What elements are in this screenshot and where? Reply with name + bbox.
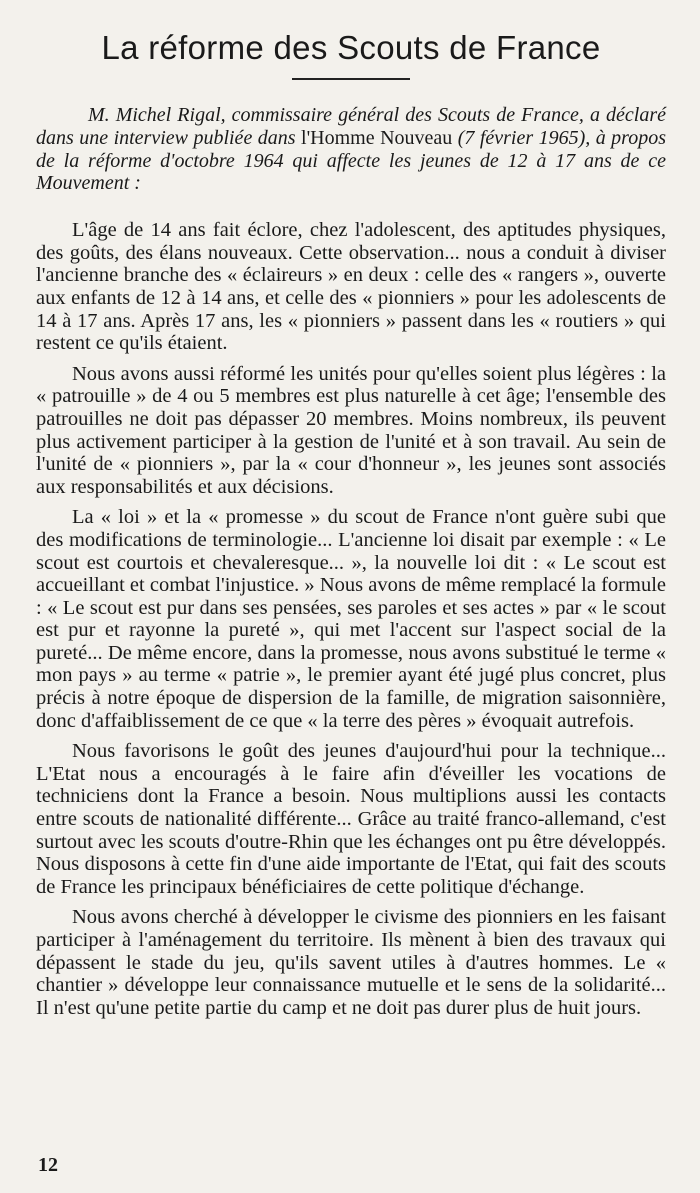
body-paragraph-2: Nous avons aussi réformé les unités pour qu'elles soient plus légères : la « patrouille » de 4 ou 5 membres est plus naturelle à cet âge; l'ensemble des patrouilles ne doit pas dépasser 20 membres. Moins nombreux, ils peuvent plus activement participer à la gestion de l'unité et à son travail. Au sein de l'unité de « pionniers », par la « cour d'honneur », les jeunes sont associés aux responsabilités et aux décisions. [36, 362, 666, 498]
body-paragraph-5: Nous avons cherché à développer le civisme des pionniers en les faisant participer à l'aménagement du territoire. Ils mènent à bien des travaux qui dépassent le stade du jeu, qu'ils savent utiles à d'autres hommes. Le « chantier » développe leur connaissance mutuelle et le sens de la solidarité... Il n'est qu'une petite partie du camp et ne doit pas durer plus de huit jours. [36, 906, 666, 1019]
publication-name: l'Homme Nouveau [301, 126, 453, 149]
page-number: 12 [38, 1154, 58, 1176]
body-paragraph-1: L'âge de 14 ans fait éclore, chez l'adolescent, des aptitudes physiques, des goûts, des élans nouveaux. Cette observation... nous a conduit à diviser l'ancienne branche des « éclaireurs » en deux : celle des « rangers », ouverte aux enfants de 12 à 14 ans, et celle des « pionniers » pour les adolescents de 14 à 17 ans. Après 17 ans, les « pionniers » passent dans les « routiers » qui restent ce qu'ils étaient. [36, 219, 666, 355]
title-rule [292, 78, 410, 80]
intro-text-after: (7 février 1965), à propos de la réforme d'octobre 1964 qui affecte les jeunes de 12 à 17 ans de ce Mouvement : [36, 126, 666, 195]
body-paragraph-3: La « loi » et la « promesse » du scout de France n'ont guère subi que des modifications de terminologie... L'ancienne loi disait par exemple : « Le scout est courtois et chevaleresque... », la nouvelle loi dit : « Le scout est accueillant et combat l'injustice. » Nous avons de même remplacé la formule : « Le scout est pur dans ses pensées, ses paroles et ses actes » par « le scout est pur et rayonne la pureté », qui met l'accent sur l'aspect social de la pureté... De même encore, dans la promesse, nous avons substitué le terme « mon pays » au terme « patrie », le premier ayant été jugé plus concret, plus précis à notre époque de dispersion de la famille, de migration saisonnière, donc d'affaiblissement de ce que « la terre des pères » évoquait autrefois. [36, 506, 666, 732]
body-paragraph-4: Nous favorisons le goût des jeunes d'aujourd'hui pour la technique... L'Etat nous a encouragés à le faire afin d'éveiller les vocations de techniciens dont la France a besoin. Nous multiplions aussi les contacts entre scouts de nationalité différente... Grâce au traité franco-allemand, c'est surtout avec les scouts d'outre-Rhin que les échanges ont pu être développés. Nous disposons à cette fin d'une aide importante de l'Etat, qui fait des scouts de France les principaux bénéficiaires de cette politique d'échange. [36, 740, 666, 898]
article-body [36, 219, 666, 1019]
intro-text-before: M. Michel Rigal, commissaire général des Scouts de France, a déclaré dans une interview publiée dans [36, 104, 666, 149]
article-intro [36, 104, 666, 195]
article-title: La réforme des Scouts de France [101, 29, 601, 66]
